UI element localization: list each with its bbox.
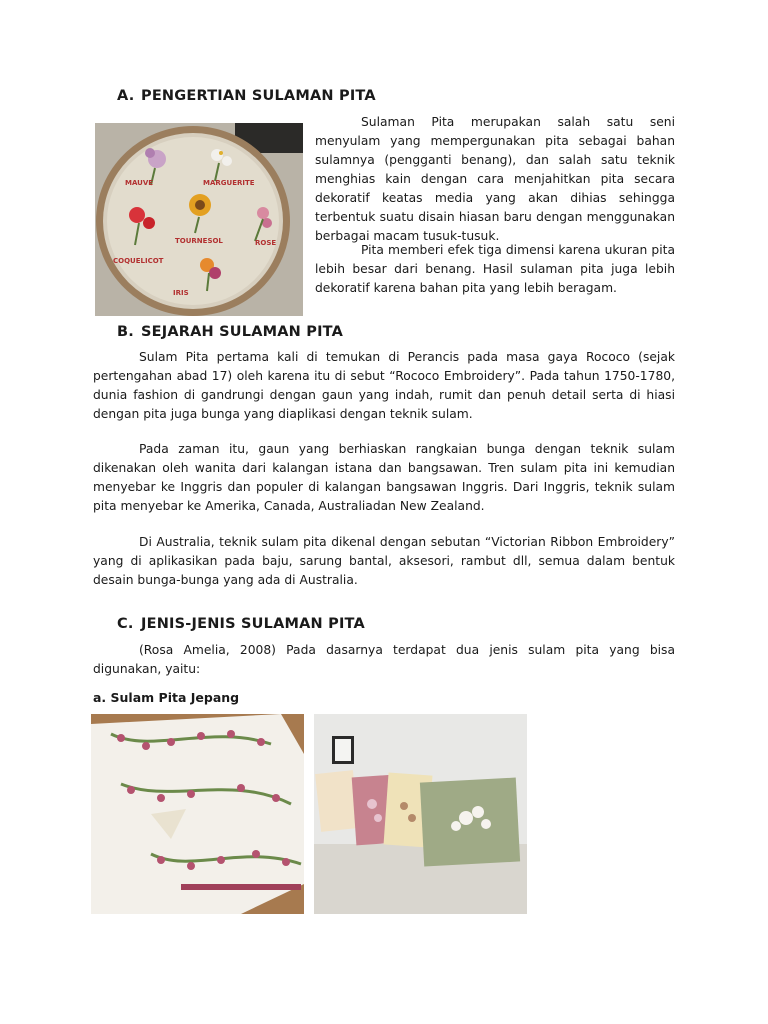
subsection-a-title: a. Sulam Pita Jepang [93,690,240,705]
hoop-label-tournesol: TOURNESOL [175,237,223,245]
hoop-label-iris: IRIS [173,289,189,297]
section-c-title: JENIS-JENIS SULAMAN PITA [141,616,365,632]
section-a-heading [117,88,376,104]
tablecloth-embroidery-image [91,714,304,914]
section-b-letter: B. [117,324,134,340]
section-c-letter: C. [117,616,134,632]
cushions-embroidery-image [314,714,527,914]
hoop-label-marguerite: MARGUERITE [203,179,255,187]
section-c-heading [117,616,365,632]
section-b-title: SEJARAH SULAMAN PITA [141,324,344,340]
section-b-paragraph-1: Sulam Pita pertama kali di temukan di Perancis pada masa gaya Rococo (sejak pertengahan abad 17) oleh karena itu di sebut “Rococo Embroidery”. Pada tahun 1750-1780, dunia fashion di gandrungi dengan gaun yang indah, rumit dan penuh detail serta di hiasi dengan pita juga bunga yang diaplikasi dengan teknik sulam. [93,350,675,421]
section-b-heading [117,324,343,340]
hoop-label-coquelicot: COQUELICOT [113,257,164,265]
hoop-label-rose: ROSE [255,239,277,247]
section-a-paragraph-1: Sulaman Pita merupakan salah satu seni menyulam yang mempergunakan pita sebagai bahan sulamnya (pengganti benang), dan salah satu teknik menghias kain dengan cara menjahitkan pita secara dekoratif keatas media yang akan dihias sehingga terbentuk suatu disain hiasan baru dengan menggunakan berbagai macam tusuk-tusuk. [315,115,675,243]
section-a-letter: A. [117,88,135,104]
embroidery-hoop-image [95,123,303,316]
section-a-paragraph-2: Pita memberi efek tiga dimensi karena ukuran pita lebih besar dari benang. Hasil sulaman pita juga lebih dekoratif karena bahan pita yang lebih beragam. [315,243,675,295]
section-b-paragraph-3: Di Australia, teknik sulam pita dikenal dengan sebutan “Victorian Ribbon Embroidery” yang di aplikasikan pada baju, sarung bantal, aksesori, rambut dll, semua dalam bentuk desain bunga-bunga yang ada di Australia. [93,535,675,587]
section-c-paragraph-1: (Rosa Amelia, 2008) Pada dasarnya terdapat dua jenis sulam pita yang bisa digunakan, yaitu: [93,643,675,676]
hoop-label-mauve: MAUVE [125,179,154,187]
section-a-title: PENGERTIAN SULAMAN PITA [141,88,376,104]
section-b-paragraph-2: Pada zaman itu, gaun yang berhiaskan rangkaian bunga dengan teknik sulam dikenakan oleh wanita dari kalangan istana dan bangsawan. Tren sulam pita ini kemudian menyebar ke Inggris dan populer di kalangan bangsawan Inggris. Dari Inggris, teknik sulam pita menyebar ke Amerika, Canada, Australiadan New Zealand. [93,442,675,513]
